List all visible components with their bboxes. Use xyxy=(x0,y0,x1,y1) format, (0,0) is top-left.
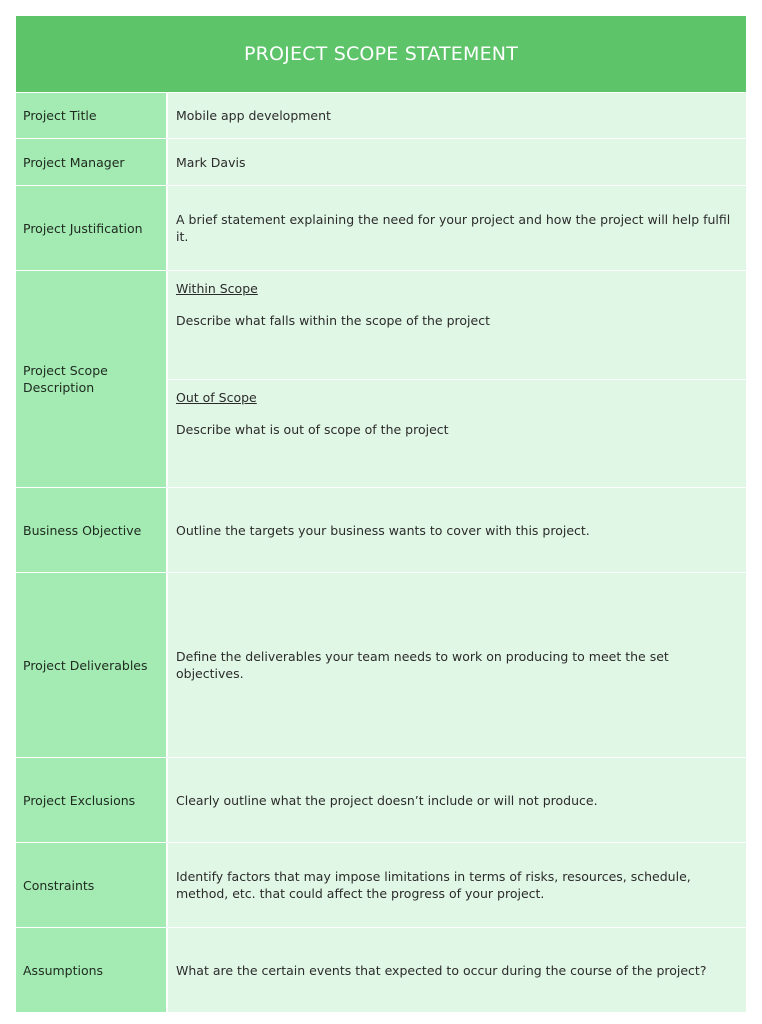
row-value[interactable]: Define the deliverables your team needs to work on producing to meet the set objectives. xyxy=(168,573,746,757)
row-label: Project Title xyxy=(16,93,168,138)
row-value[interactable]: Mark Davis xyxy=(168,139,746,185)
scope-description-cell xyxy=(168,271,746,487)
row-label: Business Objective xyxy=(16,488,168,572)
row-project-justification xyxy=(16,185,746,270)
out-of-scope-text: Describe what is out of scope of the project xyxy=(176,421,449,437)
page-title xyxy=(16,16,746,92)
row-project-manager xyxy=(16,138,746,185)
row-value[interactable]: What are the certain events that expected to occur during the course of the project? xyxy=(168,928,746,1012)
row-label: Constraints xyxy=(16,843,168,927)
row-constraints xyxy=(16,842,746,927)
row-value[interactable]: Clearly outline what the project doesn’t include or will not produce. xyxy=(168,758,746,842)
within-scope-text: Describe what falls within the scope of the project xyxy=(176,313,490,328)
row-project-title xyxy=(16,92,746,138)
row-label: Project Deliverables xyxy=(16,573,168,757)
row-project-exclusions xyxy=(16,757,746,842)
row-value[interactable]: A brief statement explaining the need for your project and how the project will help fulfil it. xyxy=(168,186,746,270)
within-scope-section[interactable] xyxy=(168,271,746,379)
row-assumptions xyxy=(16,927,746,1012)
row-label: Project Exclusions xyxy=(16,758,168,842)
out-of-scope-heading: Out of Scope xyxy=(176,389,257,405)
row-project-deliverables xyxy=(16,572,746,757)
row-business-objective xyxy=(16,487,746,572)
row-label: Project Justification xyxy=(16,186,168,270)
scope-statement-table xyxy=(16,16,746,1012)
row-value[interactable]: Outline the targets your business wants to cover with this project. xyxy=(168,488,746,572)
row-label: Project Scope Description xyxy=(16,271,168,487)
row-value[interactable]: Mobile app development xyxy=(168,93,746,138)
row-label: Assumptions xyxy=(16,928,168,1012)
out-of-scope-section[interactable] xyxy=(168,379,746,488)
row-value[interactable]: Identify factors that may impose limitations in terms of risks, resources, schedule, method, etc. that could affect the progress of your project. xyxy=(168,843,746,927)
within-scope-heading: Within Scope xyxy=(176,281,258,296)
page-title-text: PROJECT SCOPE STATEMENT xyxy=(243,43,519,65)
row-project-scope-description xyxy=(16,270,746,487)
row-label: Project Manager xyxy=(16,139,168,185)
